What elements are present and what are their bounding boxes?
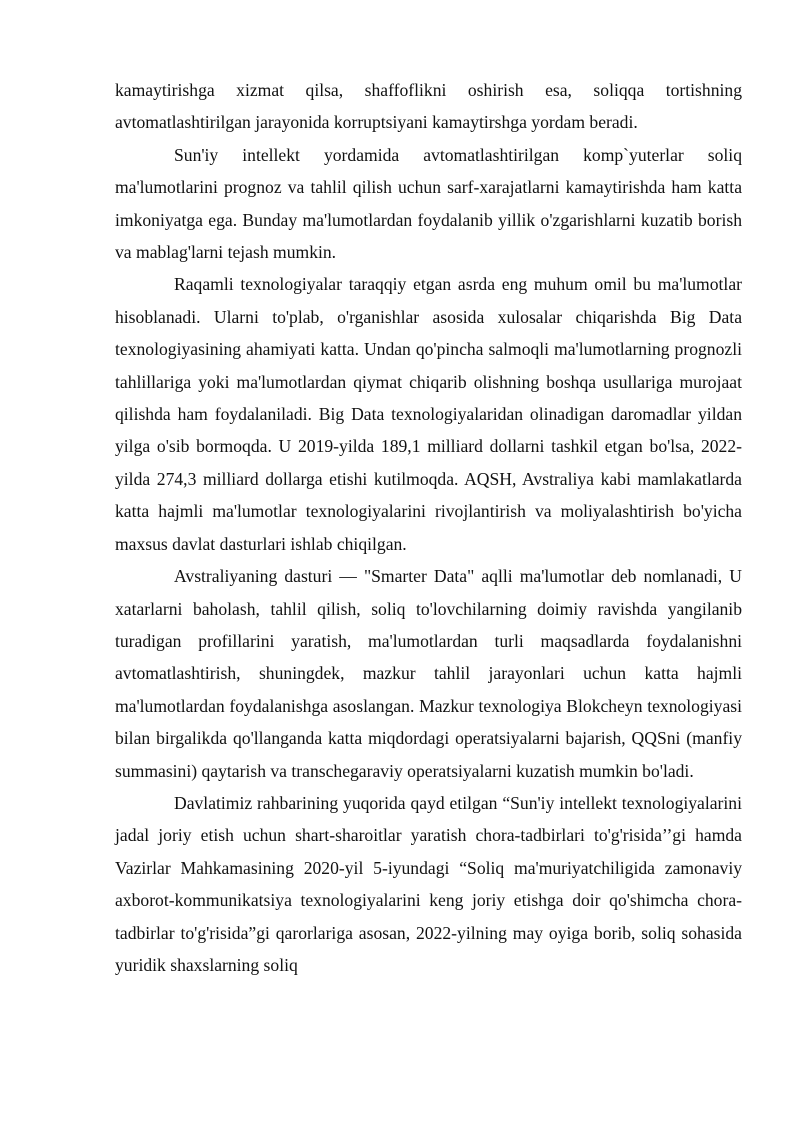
paragraph: Raqamli texnologiyalar taraqqiy etgan asrda eng muhum omil bu ma'lumotlar hisoblanadi. Ularni to'plab, o'rganishlar asosida xulosalar chiqarishda Big Data texnologiyasining ahamiyati katta. Undan qo'pincha salmoqli ma'lumotlarning prognozli tahlillariga yoki ma'lumotlardan qiymat chiqarib olishning boshqa usullariga murojaat qilishda ham foydalaniladi. Big Data texnologiyalaridan olinadigan daromadlar yildan yilga o'sib bormoqda. U 2019-yilda 189,1 milliard dollarni tashkil etgan bo'lsa, 2022-yilda 274,3 milliard dollarga etishi kutilmoqda. AQSH, Avstraliya kabi mamlakatlarda katta hajmli ma'lumotlar texnologiyalarini rivojlantirish va moliyalashtirish bo'yicha maxsus davlat dasturlari ishlab chiqilgan. xyxy=(115,274,742,554)
body-text xyxy=(115,74,742,981)
paragraph: Avstraliyaning dasturi — "Smarter Data" aqlli ma'lumotlar deb nomlanadi, U xatarlarni baholash, tahlil qilish, soliq to'lovchilarning doimiy ravishda yangilanib turadigan profillarini yaratish, ma'lumotlardan turli maqsadlarda foydalanishni avtomatlashtirish, shuningdek, mazkur tahlil jarayonlari uchun katta hajmli ma'lumotlardan foydalanishga asoslangan. Mazkur texnologiya Blokcheyn texnologiyasi bilan birgalikda qo'llanganda katta miqdordagi operatsiyalarni bajarish, QQSni (manfiy summasini) qaytarish va transchegaraviy operatsiyalarni kuzatish mumkin bo'ladi. xyxy=(115,566,742,781)
paragraph: Sun'iy intellekt yordamida avtomatlashtirilgan komp`yuterlar soliq ma'lumotlarini prognoz va tahlil qilish uchun sarf-xarajatlarni kamaytirishda ham katta imkoniyatga ega. Bunday ma'lumotlardan foydalanib yillik o'zgarishlarni kuzatib borish va mablag'larni tejash mumkin. xyxy=(115,144,742,263)
paragraph: Davlatimiz rahbarining yuqorida qayd etilgan “Sun'iy intellekt texnologiyalarini jadal joriy etish uchun shart-sharoitlar yaratish chora-tadbirlari to'g'risida’’gi hamda Vazirlar Mahkamasining 2020-yil 5-iyundagi “Soliq ma'muriyatchiligida zamonaviy axborot-kommunikatsiya texnologiyalarini keng joriy etishga doir qo'shimcha chora-tadbirlar to'g'risida”gi qarorlariga asosan, 2022-yilning may oyiga borib, soliq sohasida yuridik shaxslarning soliq xyxy=(115,792,742,975)
paragraph: kamaytirishga xizmat qilsa, shaffoflikni oshirish esa, soliqqa tortishning avtomatlashtirilgan jarayonida korruptsiyani kamaytirshga yordam beradi. xyxy=(115,80,742,133)
